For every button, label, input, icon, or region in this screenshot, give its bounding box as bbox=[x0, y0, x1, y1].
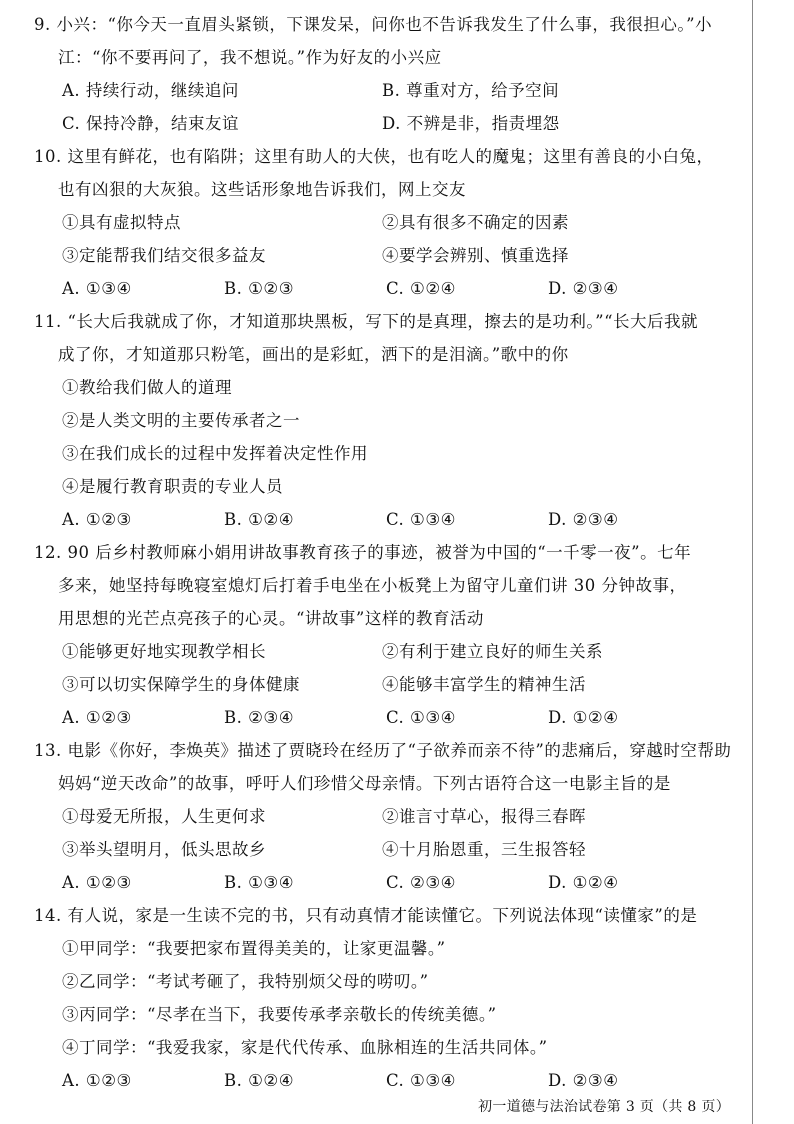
statement-3: ③可以切实保障学生的身体健康 bbox=[62, 675, 300, 694]
option-c: C. ①③④ bbox=[386, 510, 456, 529]
statement-2: ②乙同学：“考试考砸了，我特别烦父母的唠叨。” bbox=[62, 972, 429, 991]
question-13 bbox=[34, 734, 746, 899]
question-stem: 也有凶狠的大灰狼。这些话形象地告诉我们，网上交友 bbox=[58, 180, 466, 199]
statement-row bbox=[34, 833, 746, 866]
option-a: A. ①②③ bbox=[62, 510, 132, 529]
statement-1: ①母爱无所报，人生更何求 bbox=[62, 807, 266, 826]
option-c: C. ①③④ bbox=[386, 708, 456, 727]
option-d: D. ②③④ bbox=[548, 1071, 619, 1090]
question-10 bbox=[34, 140, 746, 305]
statement-3: ③在我们成长的过程中发挥着决定性作用 bbox=[62, 444, 368, 463]
option-d: D. ②③④ bbox=[548, 510, 619, 529]
option-d: D. ①②④ bbox=[548, 873, 619, 892]
page-footer: 初一道德与法治试卷第 3 页（共 8 页） bbox=[478, 1099, 730, 1115]
option-row bbox=[34, 107, 746, 140]
question-9 bbox=[34, 8, 746, 140]
question-stem: 14. 有人说，家是一生读不完的书，只有动真情才能读懂它。下列说法体现“读懂家”的是 bbox=[34, 906, 698, 925]
statement-2: ②谁言寸草心，报得三春晖 bbox=[382, 807, 586, 826]
option-b: B. ①②③ bbox=[224, 279, 294, 298]
option-d: D. 不辨是非，指责埋怨 bbox=[382, 114, 560, 133]
question-11 bbox=[34, 305, 746, 536]
statement-4: ④是履行教育职责的专业人员 bbox=[62, 477, 283, 496]
option-row bbox=[34, 74, 746, 107]
question-stem: 11. “长大后我就成了你，才知道那块黑板，写下的是真理，擦去的是功利。”“长大后我就 bbox=[34, 312, 699, 331]
margin-rule bbox=[752, 0, 753, 1124]
statement-3: ③举头望明月，低头思故乡 bbox=[62, 840, 266, 859]
question-stem: 成了你，才知道那只粉笔，画出的是彩虹，洒下的是泪滴。”歌中的你 bbox=[58, 345, 569, 364]
option-b: B. ①②④ bbox=[224, 510, 294, 529]
option-a: A. ①②③ bbox=[62, 1071, 132, 1090]
option-a: A. ①②③ bbox=[62, 873, 132, 892]
statement-3: ③定能帮我们结交很多益友 bbox=[62, 246, 266, 265]
option-a: A. 持续行动，继续追问 bbox=[62, 81, 239, 100]
statement-row bbox=[34, 800, 746, 833]
question-stem: 9. 小兴：“你今天一直眉头紧锁，下课发呆，问你也不告诉我发生了什么事，我很担心。”小 bbox=[34, 15, 713, 34]
option-row bbox=[34, 701, 746, 734]
statement-1: ①甲同学：“我要把家布置得美美的，让家更温馨。” bbox=[62, 939, 446, 958]
question-stem: 多来，她坚持每晚寝室熄灯后打着手电坐在小板凳上为留守儿童们讲 30 分钟故事， bbox=[58, 576, 687, 595]
statement-4: ④要学会辨别、慎重选择 bbox=[382, 246, 569, 265]
statement-2: ②具有很多不确定的因素 bbox=[382, 213, 569, 232]
statement-1: ①具有虚拟特点 bbox=[62, 213, 181, 232]
option-c: C. ①②④ bbox=[386, 279, 456, 298]
statement-row bbox=[34, 239, 746, 272]
option-d: D. ②③④ bbox=[548, 279, 619, 298]
option-d: D. ①②④ bbox=[548, 708, 619, 727]
option-c: C. ②③④ bbox=[386, 873, 456, 892]
option-c: C. 保持冷静，结束友谊 bbox=[62, 114, 240, 133]
question-stem: 10. 这里有鲜花，也有陷阱；这里有助人的大侠，也有吃人的魔鬼；这里有善良的小白兔， bbox=[34, 147, 714, 166]
question-stem: 13. 电影《你好，李焕英》描述了贾晓玲在经历了“子欲养而亲不待”的悲痛后，穿越时空帮助 bbox=[34, 741, 732, 760]
question-list bbox=[34, 8, 746, 1097]
statement-2: ②有利于建立良好的师生关系 bbox=[382, 642, 603, 661]
option-b: B. ①③④ bbox=[224, 873, 294, 892]
statement-row bbox=[34, 635, 746, 668]
option-b: B. 尊重对方，给予空间 bbox=[382, 81, 560, 100]
option-c: C. ①③④ bbox=[386, 1071, 456, 1090]
question-stem: 妈妈“逆天改命”的故事，呼吁人们珍惜父母亲情。下列古语符合这一电影主旨的是 bbox=[58, 774, 671, 793]
question-stem: 12. 90 后乡村教师麻小娟用讲故事教育孩子的事迹，被誉为中国的“一千零一夜”。七年 bbox=[34, 543, 692, 562]
question-14 bbox=[34, 899, 746, 1097]
statement-4: ④能够丰富学生的精神生活 bbox=[382, 675, 586, 694]
statement-1: ①能够更好地实现教学相长 bbox=[62, 642, 266, 661]
question-12 bbox=[34, 536, 746, 734]
statement-row bbox=[34, 668, 746, 701]
option-a: A. ①③④ bbox=[62, 279, 132, 298]
statement-3: ③丙同学：“尽孝在当下，我要传承孝亲敬长的传统美德。” bbox=[62, 1005, 497, 1024]
option-b: B. ①②④ bbox=[224, 1071, 294, 1090]
option-row bbox=[34, 503, 746, 536]
option-b: B. ②③④ bbox=[224, 708, 294, 727]
option-a: A. ①②③ bbox=[62, 708, 132, 727]
option-row bbox=[34, 272, 746, 305]
statement-1: ①教给我们做人的道理 bbox=[62, 378, 232, 397]
statement-2: ②是人类文明的主要传承者之一 bbox=[62, 411, 300, 430]
statement-4: ④十月胎恩重，三生报答轻 bbox=[382, 840, 586, 859]
option-row bbox=[34, 1064, 746, 1097]
statement-4: ④丁同学：“我爱我家，家是代代传承、血脉相连的生活共同体。” bbox=[62, 1038, 548, 1057]
question-stem: 用思想的光芒点亮孩子的心灵。“讲故事”这样的教育活动 bbox=[58, 609, 484, 628]
option-row bbox=[34, 866, 746, 899]
question-stem: 江：“你不要再问了，我不想说。”作为好友的小兴应 bbox=[58, 48, 442, 67]
statement-row bbox=[34, 206, 746, 239]
